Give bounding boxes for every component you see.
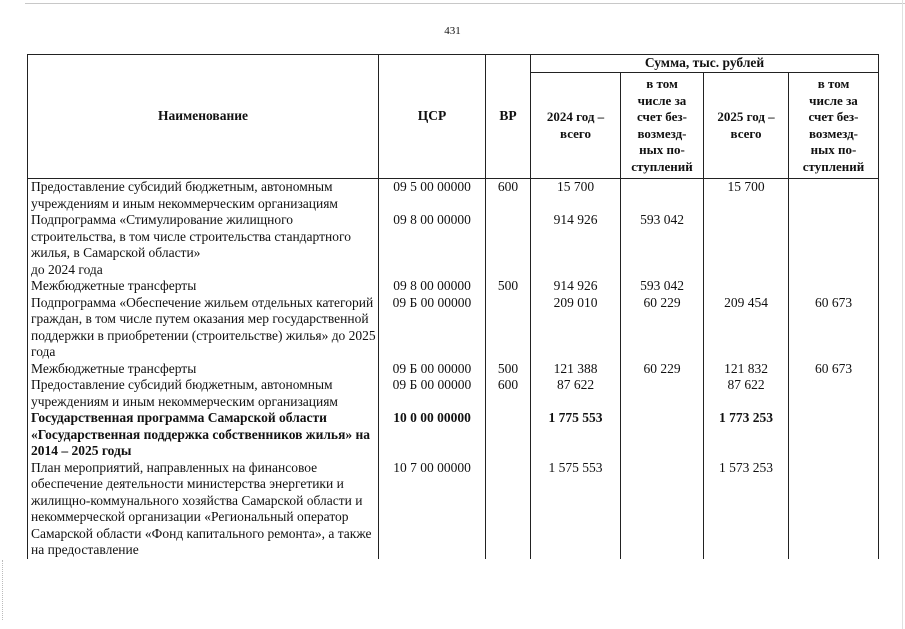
table-row	[28, 377, 879, 410]
row-2024-total: 87 622	[531, 377, 621, 410]
col-header-2024-free: в том числе за счет без- возмезд- ных по- ступлений	[621, 73, 704, 179]
col-header-csr: ЦСР	[379, 55, 486, 179]
row-2025-total: 209 454	[704, 295, 789, 361]
row-2025-free	[789, 410, 879, 460]
row-2024-total: 1 775 553	[531, 410, 621, 460]
row-name: Предоставление субсидий бюджетным, автономным учреждениям и иным некоммерческим организациям	[28, 179, 379, 213]
row-name: Межбюджетные трансферты	[28, 278, 379, 295]
row-2024-free	[621, 460, 704, 559]
col-header-2024-total: 2024 год – всего	[531, 73, 621, 179]
row-csr: 10 7 00 00000	[379, 460, 486, 559]
row-csr: 09 8 00 00000	[379, 212, 486, 278]
row-2024-free: 593 042	[621, 278, 704, 295]
row-vr: 600	[486, 377, 531, 410]
row-2024-total: 15 700	[531, 179, 621, 213]
row-2025-total: 121 832	[704, 361, 789, 378]
row-2025-free	[789, 460, 879, 559]
row-2025-free	[789, 212, 879, 278]
table-row	[28, 179, 879, 213]
table-row	[28, 212, 879, 278]
row-2025-total: 1 573 253	[704, 460, 789, 559]
row-2025-free: 60 673	[789, 295, 879, 361]
row-2025-free	[789, 377, 879, 410]
row-name: Межбюджетные трансферты	[28, 361, 379, 378]
col-header-sum-group: Сумма, тыс. рублей	[531, 55, 879, 73]
row-2025-total	[704, 212, 789, 278]
row-2024-total: 914 926	[531, 278, 621, 295]
row-2025-total: 15 700	[704, 179, 789, 213]
row-2025-free	[789, 278, 879, 295]
row-2024-free	[621, 377, 704, 410]
right-edge-mark	[902, 0, 903, 629]
row-2025-total	[704, 278, 789, 295]
col-header-2025-free: в том числе за счет без- возмезд- ных по- ступлений	[789, 73, 879, 179]
page-number: 431	[444, 25, 461, 37]
col-header-name: Наименование	[28, 55, 379, 179]
table-row	[28, 295, 879, 361]
row-2024-total: 209 010	[531, 295, 621, 361]
row-name: Государственная программа Самарской области «Государственная поддержка собственников жилья» на 2014 – 2025 годы	[28, 410, 379, 460]
row-csr: 09 Б 00 00000	[379, 295, 486, 361]
row-2024-free: 60 229	[621, 361, 704, 378]
row-name: Предоставление субсидий бюджетным, автономным учреждениям и иным некоммерческим организациям	[28, 377, 379, 410]
row-2025-total: 1 773 253	[704, 410, 789, 460]
row-vr	[486, 410, 531, 460]
row-name: Подпрограмма «Стимулирование жилищного строительства, в том числе строительства стандартного жилья, в Самарской области» до 2024 года	[28, 212, 379, 278]
row-csr: 09 Б 00 00000	[379, 377, 486, 410]
row-csr: 09 8 00 00000	[379, 278, 486, 295]
row-vr: 500	[486, 361, 531, 378]
table-row	[28, 460, 879, 559]
table-body	[28, 179, 879, 559]
row-2024-free	[621, 410, 704, 460]
row-vr	[486, 212, 531, 278]
table-row	[28, 410, 879, 460]
top-rule	[25, 3, 905, 4]
row-name: Подпрограмма «Обеспечение жильем отдельных категорий граждан, в том числе путем оказания мер государственной поддержки в приобретении (строительстве) жилья» до 2025 года	[28, 295, 379, 361]
row-csr: 10 0 00 00000	[379, 410, 486, 460]
col-header-vr: ВР	[486, 55, 531, 179]
row-2025-free: 60 673	[789, 361, 879, 378]
row-csr: 09 Б 00 00000	[379, 361, 486, 378]
row-2024-total: 1 575 553	[531, 460, 621, 559]
row-2024-total: 121 388	[531, 361, 621, 378]
row-2024-total: 914 926	[531, 212, 621, 278]
row-vr	[486, 460, 531, 559]
row-2025-free	[789, 179, 879, 213]
col-header-2025-total: 2025 год – всего	[704, 73, 789, 179]
row-2024-free: 593 042	[621, 212, 704, 278]
row-name: План мероприятий, направленных на финансовое обеспечение деятельности министерства энергетики и жилищно-коммунального хозяйства Самарской области и некоммерческой организации «Региональный оператор Самарской области «Фонд капитального ремонта», а также на предоставление	[28, 460, 379, 559]
left-edge-mark	[2, 560, 9, 620]
table-row	[28, 278, 879, 295]
budget-table	[27, 54, 879, 559]
row-2025-total: 87 622	[704, 377, 789, 410]
row-vr: 600	[486, 179, 531, 213]
table-row	[28, 361, 879, 378]
row-2024-free: 60 229	[621, 295, 704, 361]
row-csr: 09 5 00 00000	[379, 179, 486, 213]
row-vr	[486, 295, 531, 361]
row-vr: 500	[486, 278, 531, 295]
row-2024-free	[621, 179, 704, 213]
